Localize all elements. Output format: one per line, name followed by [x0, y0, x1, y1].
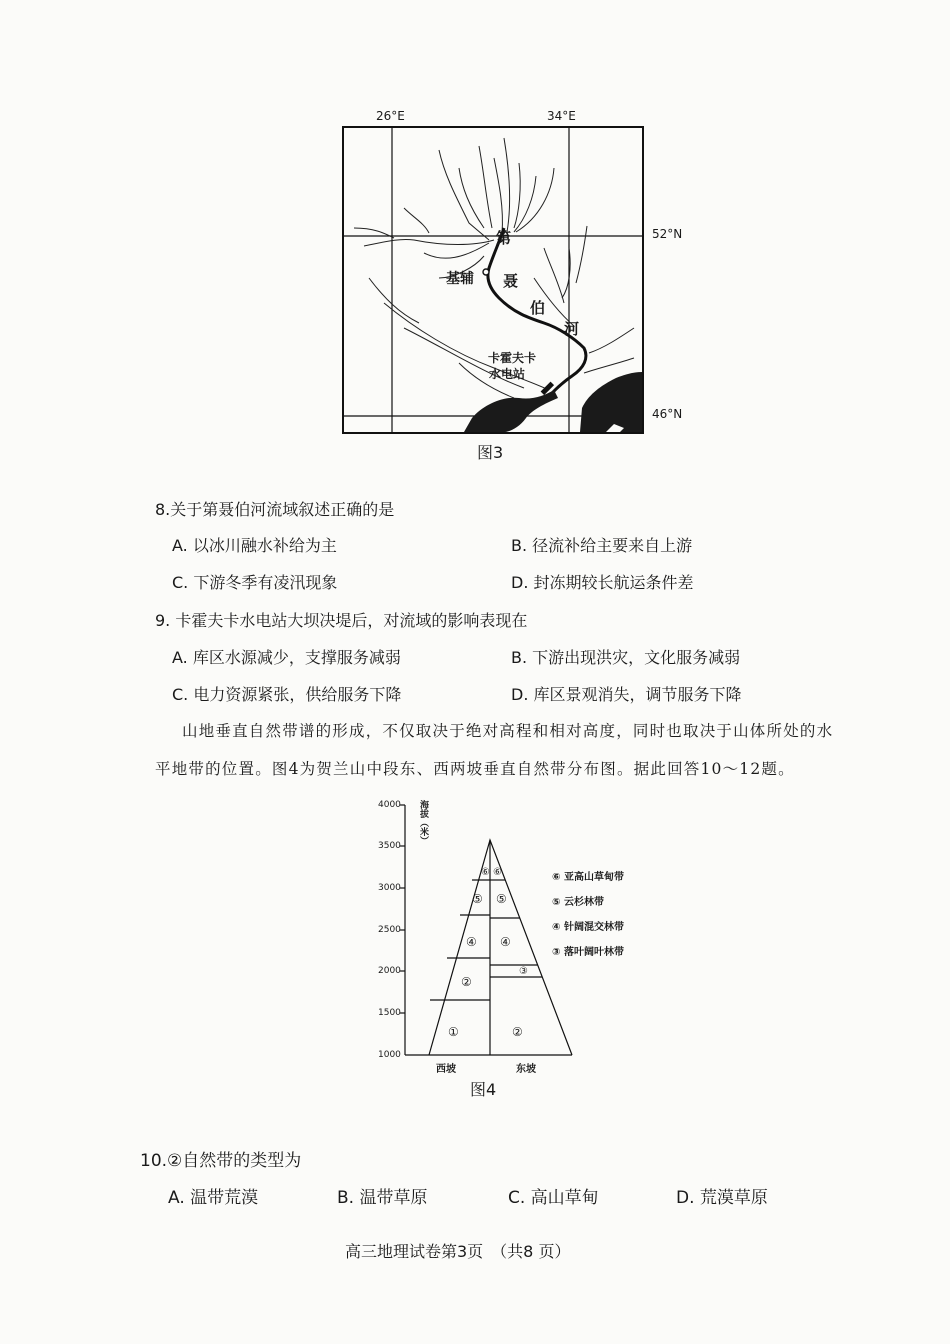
river-label-char-3: 伯 — [530, 299, 546, 317]
question-10-option-c: C. 高山草甸 — [508, 1188, 599, 1208]
question-8-option-b: B. 径流补给主要来自上游 — [511, 536, 693, 555]
latitude-label-bottom: 46°N — [652, 407, 683, 421]
legend-num-5: ⑤ — [552, 897, 561, 908]
zone-east-6: ⑥ — [493, 867, 502, 878]
zone-west-5: ⑤ — [472, 892, 483, 906]
question-10-stem: 10.②自然带的类型为 — [140, 1151, 302, 1171]
legend-text-6: 亚高山草甸带 — [563, 872, 624, 883]
question-8-stem: 8.关于第聂伯河流域叙述正确的是 — [155, 500, 395, 519]
question-9-option-b: B. 下游出现洪灾，文化服务减弱 — [511, 648, 741, 667]
legend-text-4: 针阔混交林带 — [563, 922, 624, 933]
zone-west-4: ④ — [466, 935, 477, 949]
y-tick-1500: 1500 — [378, 1008, 401, 1018]
zone-west-1: ① — [448, 1025, 459, 1039]
black-sea-east — [580, 372, 642, 432]
y-tick-3500: 3500 — [378, 841, 401, 851]
y-tick-1000: 1000 — [378, 1050, 401, 1060]
question-8-option-d: D. 封冻期较长航运条件差 — [511, 573, 694, 592]
station-label-line1: 卡霍夫卡 — [488, 351, 537, 365]
passage-line-2: 平地带的位置。图4为贺兰山中段东、西两坡垂直自然带分布图。据此回答10～12题。 — [155, 760, 795, 778]
zone-west-2: ② — [461, 975, 472, 989]
legend-num-6: ⑥ — [552, 872, 561, 883]
y-tick-2000: 2000 — [378, 966, 401, 976]
station-label-line2: 水电站 — [489, 367, 526, 381]
y-tick-4000: 4000 — [378, 800, 401, 810]
x-label-west: 西坡 — [436, 1064, 456, 1075]
figure-4-caption: 图4 — [470, 1080, 497, 1099]
river-label-char-1: 第 — [496, 229, 512, 247]
question-9-stem: 9. 卡霍夫卡水电站大坝决堤后，对流域的影响表现在 — [155, 611, 528, 630]
river-label-char-4: 河 — [564, 320, 580, 338]
page-footer: 高三地理试卷第3页 （共8 页） — [345, 1242, 571, 1261]
question-10-option-d: D. 荒漠草原 — [676, 1188, 768, 1208]
longitude-label-right: 34°E — [547, 109, 576, 123]
zone-west-6: ⑥ — [481, 867, 490, 878]
question-10-option-a: A. 温带荒漠 — [168, 1188, 259, 1208]
question-9-option-a: A. 库区水源减少，支撑服务减弱 — [172, 648, 401, 667]
question-9-option-c: C. 电力资源紧张，供给服务下降 — [172, 685, 402, 704]
passage-line-1: 山地垂直自然带谱的形成，不仅取决于绝对高程和相对高度，同时也取决于山体所处的水 — [182, 722, 834, 740]
legend-text-5: 云杉林带 — [563, 897, 604, 908]
figure-3-caption: 图3 — [477, 443, 504, 462]
legend-num-4: ④ — [552, 922, 561, 933]
zone-east-5: ⑤ — [496, 892, 507, 906]
zone-east-3: ③ — [519, 966, 528, 977]
zone-east-2: ② — [512, 1025, 523, 1039]
question-9-option-d: D. 库区景观消失，调节服务下降 — [511, 685, 742, 704]
legend-num-3: ③ — [552, 947, 561, 958]
y-axis-label: 海拔（米） — [418, 800, 428, 845]
longitude-label-left: 26°E — [376, 109, 405, 123]
legend — [552, 868, 624, 968]
map-grid — [344, 128, 642, 432]
river-label-char-2: 聂 — [503, 272, 519, 290]
zone-east-4: ④ — [500, 935, 511, 949]
kyiv-dot — [483, 269, 489, 275]
question-10-option-b: B. 温带草原 — [337, 1188, 428, 1208]
legend-text-3: 落叶阔叶林带 — [563, 947, 624, 958]
city-label-kyiv: 基辅 — [446, 271, 474, 287]
map-frame — [342, 126, 644, 434]
x-label-east: 东坡 — [516, 1064, 536, 1075]
latitude-label-top: 52°N — [652, 227, 683, 241]
question-8-option-c: C. 下游冬季有凌汛现象 — [172, 573, 338, 592]
y-tick-2500: 2500 — [378, 925, 401, 935]
y-tick-3000: 3000 — [378, 883, 401, 893]
question-8-option-a: A. 以冰川融水补给为主 — [172, 536, 337, 555]
